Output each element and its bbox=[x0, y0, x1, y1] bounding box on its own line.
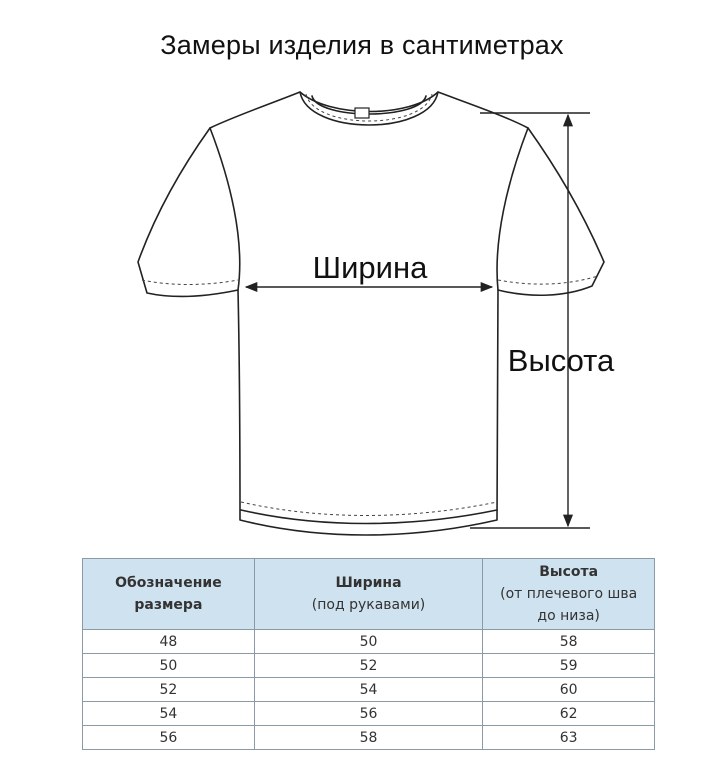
header-size: Обозначение размера bbox=[83, 559, 255, 630]
cell-width: 54 bbox=[254, 678, 483, 702]
right-armhole bbox=[497, 128, 528, 290]
size-table bbox=[82, 558, 655, 750]
tshirt-outline bbox=[138, 92, 604, 535]
table-header-row bbox=[83, 559, 655, 630]
hem-stitch bbox=[241, 502, 497, 516]
left-sleeve-stitch bbox=[142, 280, 238, 285]
cell-size: 48 bbox=[83, 630, 255, 654]
left-armhole bbox=[210, 128, 240, 290]
cell-width: 52 bbox=[254, 654, 483, 678]
cell-width: 50 bbox=[254, 630, 483, 654]
cell-size: 56 bbox=[83, 726, 255, 750]
cell-height: 59 bbox=[483, 654, 655, 678]
cell-height: 63 bbox=[483, 726, 655, 750]
header-height: Высота (от плечевого шва до низа) bbox=[483, 559, 655, 630]
table-row bbox=[83, 654, 655, 678]
header-width: Ширина (под рукавами) bbox=[254, 559, 483, 630]
table-row bbox=[83, 726, 655, 750]
cell-height: 62 bbox=[483, 702, 655, 726]
table-row bbox=[83, 702, 655, 726]
cell-size: 50 bbox=[83, 654, 255, 678]
cell-width: 56 bbox=[254, 702, 483, 726]
width-label: Ширина bbox=[312, 250, 428, 285]
neck-label-icon bbox=[355, 108, 369, 118]
cell-height: 58 bbox=[483, 630, 655, 654]
right-sleeve-stitch bbox=[498, 276, 598, 284]
cell-height: 60 bbox=[483, 678, 655, 702]
cell-size: 54 bbox=[83, 702, 255, 726]
hem-line bbox=[241, 510, 497, 524]
cell-width: 58 bbox=[254, 726, 483, 750]
page-title: Замеры изделия в сантиметрах bbox=[160, 30, 564, 60]
height-label: Высота bbox=[507, 343, 615, 378]
cell-size: 52 bbox=[83, 678, 255, 702]
table-row bbox=[83, 630, 655, 654]
table-row bbox=[83, 678, 655, 702]
